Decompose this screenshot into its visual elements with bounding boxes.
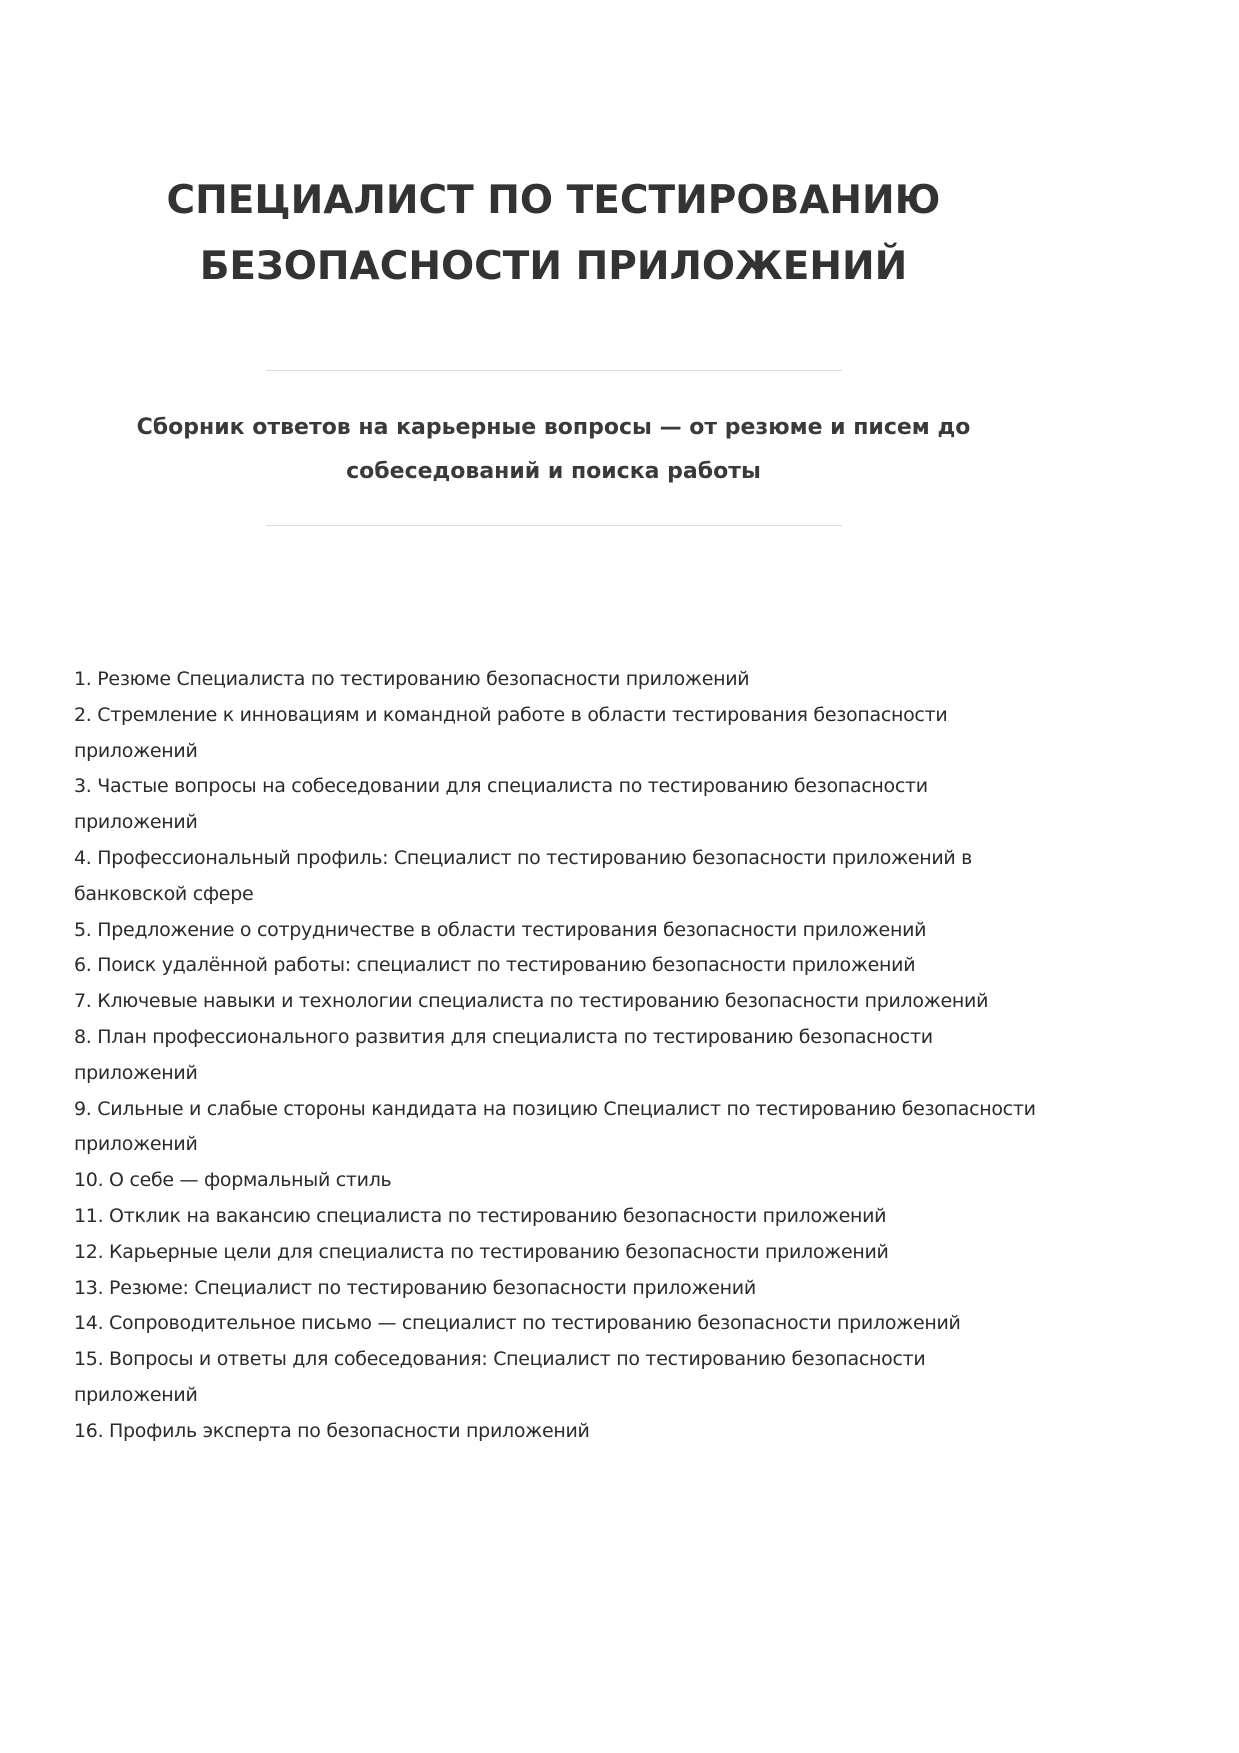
toc-item-14: 14. Сопроводительное письмо — специалист по тестированию безопасности приложений [74,1312,961,1335]
subtitle-line-1: Сборник ответов на карьерные вопросы — от резюме и писем до [136,415,971,440]
divider-bottom [266,525,842,526]
toc-item-3: 3. Частые вопросы на собеседовании для специалиста по тестированию безопасности приложений [74,775,928,834]
divider-top [266,370,842,371]
toc-item-16: 16. Профиль эксперта по безопасности приложений [74,1419,590,1442]
title-line-1: СПЕЦИАЛИСТ ПО ТЕСТИРОВАНИЮ [166,178,941,223]
toc-item-13: 13. Резюме: Специалист по тестированию безопасности приложений [74,1276,756,1299]
table-of-contents [74,662,1044,1450]
toc-item-1: 1. Резюме Специалиста по тестированию безопасности приложений [74,668,750,690]
subtitle-line-2: собеседований и поиска работы [346,459,761,484]
toc-item-4: 4. Профессиональный профиль: Специалист по тестированию безопасности приложений в банковской сфере [74,846,973,905]
toc-item-9: 9. Сильные и слабые стороны кандидата на позицию Специалист по тестированию безопасности приложений [74,1097,1036,1156]
toc-item-12: 12. Карьерные цели для специалиста по тестированию безопасности приложений [74,1240,889,1263]
document-title [90,168,1017,300]
toc-item-7: 7. Ключевые навыки и технологии специалиста по тестированию безопасности приложений [74,990,989,1013]
title-line-2: БЕЗОПАСНОСТИ ПРИЛОЖЕНИЙ [199,244,908,289]
toc-item-6: 6. Поиск удалённой работы: специалист по тестированию безопасности приложений [74,954,916,977]
toc-item-2: 2. Стремление к инновациям и командной работе в области тестирования безопасности приложений [74,703,948,762]
toc-item-15: 15. Вопросы и ответы для собеседования: Специалист по тестированию безопасности приложений [74,1348,926,1406]
toc-item-8: 8. План профессионального развития для специалиста по тестированию безопасности приложений [74,1025,933,1084]
toc-item-11: 11. Отклик на вакансию специалиста по тестированию безопасности приложений [74,1204,887,1227]
document-subtitle [90,406,1017,494]
toc-item-5: 5. Предложение о сотрудничестве в области тестирования безопасности приложений [74,918,927,941]
toc-item-10: 10. О себе — формальный стиль [74,1169,392,1192]
